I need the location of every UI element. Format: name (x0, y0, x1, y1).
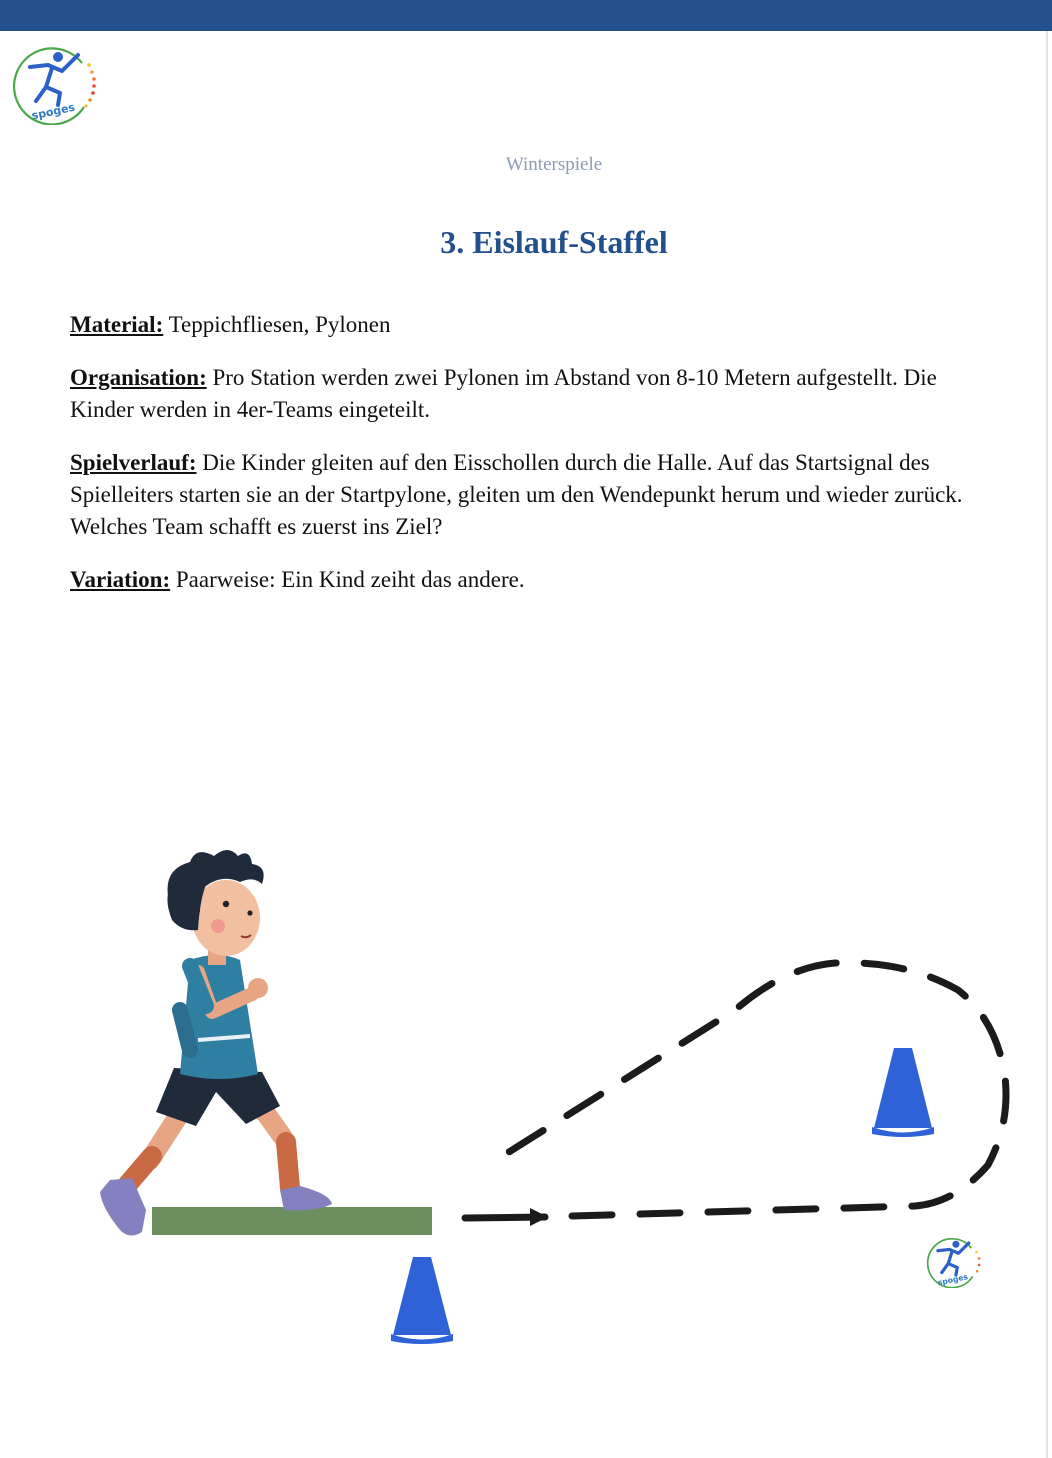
organisation-label: Organisation: (70, 365, 207, 390)
logo-small-text: spoges (936, 1272, 969, 1288)
cone-icon (391, 1257, 453, 1344)
cone-icon (872, 1048, 934, 1137)
game-description (70, 309, 990, 617)
logo-text: spoges (30, 100, 77, 123)
spielverlauf-label: Spielverlauf: (70, 450, 197, 475)
material-label: Material: (70, 312, 164, 337)
page-title: 3. Eislauf-Staffel (440, 224, 668, 260)
variation-paragraph (70, 564, 990, 596)
variation-text: Paarweise: Ein Kind zeiht das andere. (170, 567, 525, 592)
material-text: Teppichfliesen, Pylonen (163, 312, 391, 337)
dashed-path-arrow-icon (465, 963, 1006, 1226)
organisation-paragraph (70, 362, 990, 426)
spielverlauf-paragraph (70, 447, 990, 543)
spoges-logo-small-icon (926, 1234, 982, 1288)
carpet-tile-icon (152, 1207, 432, 1235)
variation-label: Variation: (70, 567, 171, 592)
child-skater-figure-icon (100, 850, 332, 1236)
material-paragraph (70, 309, 990, 341)
top-header-bar (0, 0, 1052, 31)
logo-dots (84, 63, 95, 107)
running-header: Winterspiele (505, 154, 603, 175)
spielverlauf-text: Die Kinder gleiten auf den Eisschollen durch die Halle. Auf das Startsignal des Spielleiters starten sie an der Startpylone, gleiten um den Wendepunkt herum und wieder zurück. Welches Team schafft es zuerst ins Ziel? (70, 450, 963, 539)
organisation-text: Pro Station werden zwei Pylonen im Abstand von 8-10 Metern aufgestellt. Die Kinder werden in 4er-Teams eingeteilt. (70, 365, 937, 422)
game-illustration (0, 830, 1046, 1390)
spoges-logo-icon (12, 41, 98, 125)
